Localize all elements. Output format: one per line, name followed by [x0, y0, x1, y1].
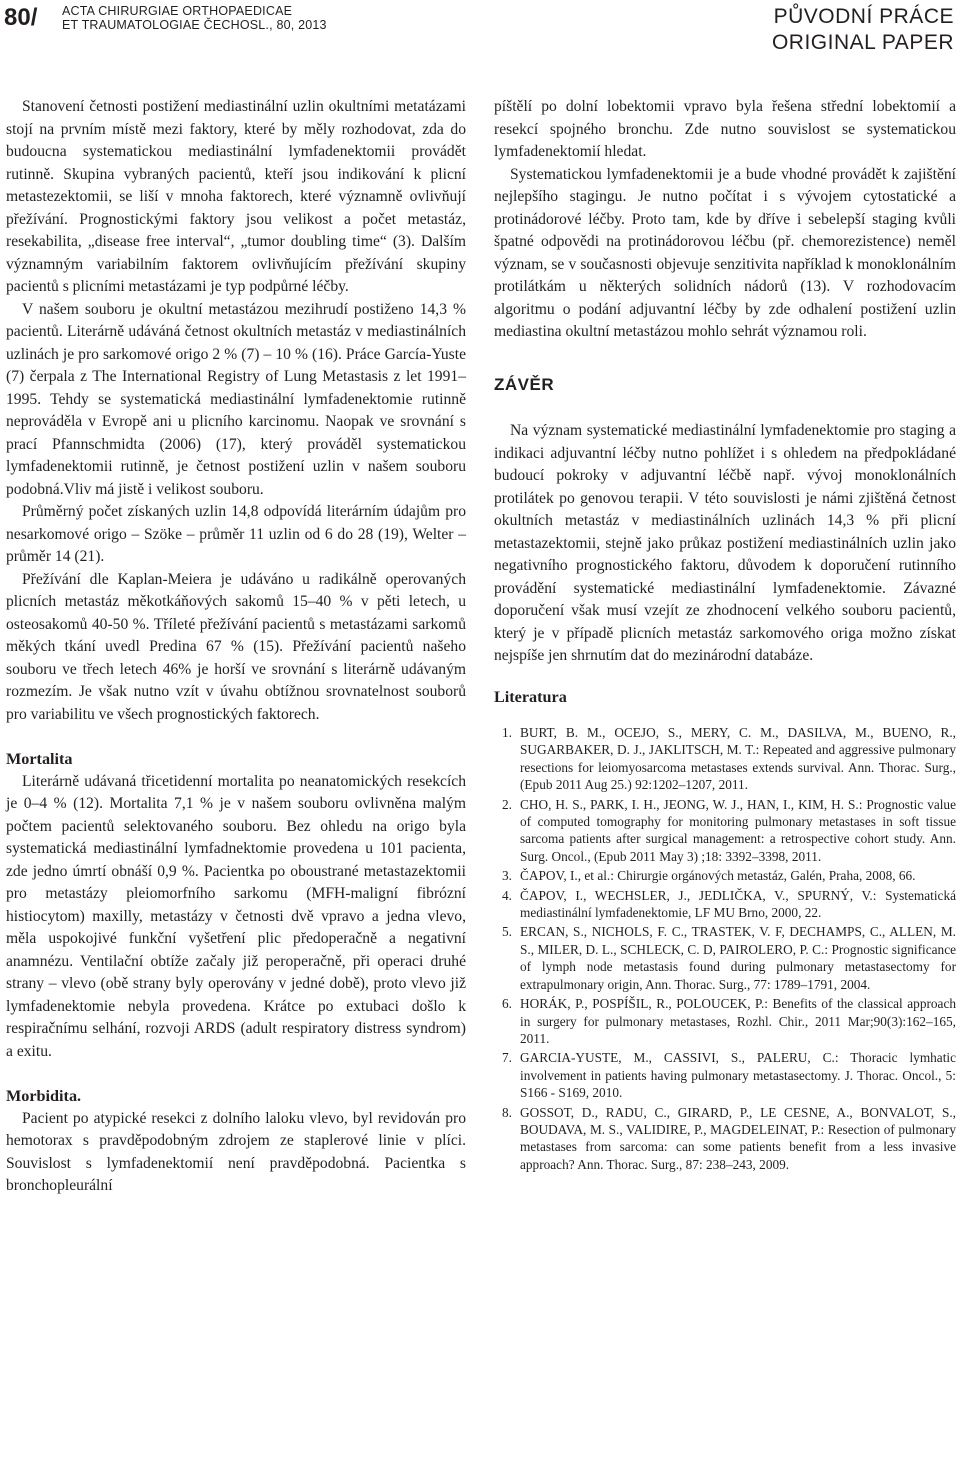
reference-item [494, 1104, 956, 1174]
spacer [6, 1063, 466, 1085]
journal-line-2: ET TRAUMATOLOGIAE ČECHOSL., 80, 2013 [62, 18, 327, 32]
reference-item [494, 995, 956, 1047]
reference-text: HORÁK, P., POSPÍŠIL, R., POLOUCEK, P.: Benefits of the classical approach in surgery for pulmonary metastases, Rozhl. Chir., 2011 Mar;90(3):162–165, 2011. [520, 996, 956, 1046]
paragraph: Literárně udávaná třicetidenní mortalita po neanatomických resekcích je 0–4 % (12). Mortalita 7,1 % je v našem souboru ovlivněna malým počtem pacientů selektovaného souboru. Bez ohledu na origo byla systematická mediastinální lymfadnektomie provedena u 101 pacienta, zde jedno úmrtí obnáší 0,9 %. Pacientka po oboustrané metastazektomii pro metastázy pleiomorfního sarkomu (MFH-maligní fibrózní histiocytom) maxilly, metastázy v četnosti dvě vpravo a jedna vlevo, měla uspokojivé funkční vyšetření plic předoperačně a negativní anamnézu. Ventilační obtíže začaly již peroperačně, při operaci druhé strany – vlevo (obě strany byly operovány v jedné době), proto vlevo již lymfadenektomie nebyla provedena. Krátce po extubaci došlo k respiračnímu selhání, rozvoji ARDS (adult respiratory distress syndrom) a exitu. [6, 772, 466, 1060]
right-column [494, 96, 956, 1175]
journal-line-1: ACTA CHIRURGIAE ORTHOPAEDICAE [62, 4, 293, 18]
reference-item [494, 867, 956, 884]
section-heading-literatura: Literatura [494, 687, 567, 706]
spacer [494, 344, 956, 374]
reference-item [494, 724, 956, 794]
section-heading-morbidita: Morbidita. [6, 1087, 82, 1105]
paragraph: Systematickou lymfadenektomii je a bude vhodné provádět k zajištění nejlepšího stagingu. Je nutno počítat i s vývojem cytostatické a protinádorové léčby. Proto tam, kde by dříve i sebelepší staging kvůli špatné odpovědi na protinádorovou léčbu (př. chemorezistence) neměl význam, se v současnosti objevuje senzitivita například k monoklonálním protilátkám u některých solidních nádorů (13). V rozhodovacím algoritmu o podání adjuvantní léčby by zde odhalení postižení uzlin mediastina okultní metastázou mohlo sehrát významou roli. [494, 165, 956, 340]
article-type [772, 4, 954, 56]
spacer [494, 668, 956, 686]
spacer [494, 396, 956, 420]
article-type-cz: PŮVODNÍ PRÁCE [773, 5, 954, 28]
paragraph: Pacient po atypické resekci z dolního laloku vlevo, byl revidován pro hemotorax s pravděpodobným zdrojem ze staplerové linie v plíci. Souvislost s lymfadenektomií není pravděpodobná. Pacientka s bronchopleurální [6, 1109, 466, 1194]
reference-item [494, 887, 956, 922]
section-heading-mortalita: Mortalita [6, 750, 73, 768]
paragraph: Přežívání dle Kaplan-Meiera je udáváno u radikálně operovaných plicních metastáz měkotkáňových sakomů 15–40 % v pěti letech, u osteosakomů 40-50 %. Tříleté přežívání pacientů s metastázami sarkomů měkých tkání uvedl Predina 67 % (15). Přežívání pacientů našeho souboru ve třech letech 46% je horší ve srovnání s literárně udávaným rozmezím. Je však nutno vzít v úvahu obtížnou srovnatelnost souborů pro variabilitu ve všech prognostických faktorech. [6, 570, 466, 723]
reference-text: GOSSOT, D., RADU, C., GIRARD, P., LE CESNE, A., BONVALOT, S., BOUDAVA, M. S., VALIDIRE, P., MAGDELEINAT, P.: Resection of pulmonary metastases from sarcoma: can some patients benefit from a less invasive approach? Ann. Thorac. Surg., 87: 238–243, 2009. [520, 1104, 956, 1172]
reference-number: 8. [502, 1104, 512, 1120]
left-column [6, 96, 466, 1198]
paragraph: Průměrný počet získaných uzlin 14,8 odpovídá literárním údajům pro nesarkomové origo – Szöke – průměr 11 uzlin od 6 do 28 (19), Welter – průměr 14 (21). [6, 503, 466, 565]
reference-number: 2. [502, 796, 512, 812]
page-header [0, 0, 960, 60]
page-number: 80/ [4, 4, 38, 31]
paragraph: V našem souboru je okultní metastázou mezihrudí postiženo 14,3 % pacientů. Literárně udáváná četnost okultních metastáz v mediastinálních uzlinách je pro sarkomové origo 2 % (7) – 10 % (16). Práce García-Yuste (7) čerpala z The International Registry of Lung Metastasis z let 1991–1995. Tehdy se systematická mediastinální lymfadenektomie rutinně neprováděla v Evropě ani u plicního karcinomu. Naopak ve srovnání s prací Pfannschmidta (2006) (17), který prováděl systematickou lymfadenektomii rutinně, je četnost postižení uzlin v našem souboru podobná.Vliv má jistě i velikost souboru. [6, 300, 466, 498]
reference-text: ERCAN, S., NICHOLS, F. C., TRASTEK, V. F, DECHAMPS, C., ALLEN, M. S., MILER, D. L., SCHLECK, C. D, PAIROLERO, P. C.: Prognostic significance of lymph node metastasis found during pulmonary metastasectomy for extrapulmonary origin, Ann. Thorac. Surg., 77: 1789–1791, 2004. [520, 924, 956, 992]
reference-item [494, 923, 956, 993]
paragraph: píštělí po dolní lobektomii vpravo byla řešena střední lobektomií a resekcí spojného bronchu. Zde nutno souvislost se systematickou lymfadenektomií hledat. [494, 98, 956, 160]
paragraph: Na význam systematické mediastinální lymfadenektomie pro staging a indikaci adjuvantní léčby nutno pohlížet i s ohledem na předpokládané budoucí pokroky v adjuvantní léčbě např. vývoj monoklonálních protilátek po genovou terapii. V této souvislosti je námi zjištěná četnost okultních metastáz v mediastinálních uzlinách 14,3 % při plicní metastazektomii, stejně jako průkaz postižení mediastinálních uzlin jako negativního prognostického faktoru, důvodem k doporučení rutinního provádění systematické mediastinální lymfadenektomie. Závazné doporučení však musí vzejít ze zhodnocení velkého souboru pacientů, který je v případě plicních metastáz sarkomového origa možno získat nejspíše jen shrnutím dat do mezinárodní databáze. [494, 422, 956, 664]
reference-text: GARCIA-YUSTE, M., CASSIVI, S., PALERU, C.: Thoracic lymhatic involvement in patients having pulmonary metastasectomy. J. Thorac. Oncol., 5: S166 - S169, 2010. [520, 1050, 956, 1101]
reference-number: 3. [502, 868, 512, 884]
reference-text: ČAPOV, I., et al.: Chirurgie orgánových metastáz, Galén, Praha, 2008, 66. [520, 868, 916, 884]
reference-list [494, 724, 956, 1173]
spacer [6, 726, 466, 748]
reference-text: ČAPOV, I., WECHSLER, J., JEDLIČKA, V., SPURNÝ, V.: Systematická mediastinální lymfadenektomie, LF MU Brno, 2000, 22. [520, 887, 956, 921]
article-type-en: ORIGINAL PAPER [771, 31, 954, 54]
reference-number: 1. [502, 725, 512, 740]
reference-text: BURT, B. M., OCEJO, S., MERY, C. M., DASILVA, M., BUENO, R., SUGARBAKER, D. J., JAKLITSCH, M. T.: Repeated and aggressive pulmonary resections for leiomyosarcoma metastases extends survival. Ann. Thorac. Surg., (Epub 2011 Aug 25.) 92:1202–1207, 2011. [520, 725, 956, 793]
reference-number: 7. [502, 1050, 512, 1066]
reference-number: 4. [502, 887, 512, 903]
reference-item [494, 796, 956, 866]
reference-item [494, 1049, 956, 1101]
section-heading-zaver: ZÁVĚR [494, 374, 555, 394]
spacer [494, 708, 956, 724]
journal-name [62, 4, 327, 32]
reference-number: 6. [502, 996, 512, 1012]
reference-number: 5. [502, 924, 512, 940]
paragraph: Stanovení četnosti postižení mediastinální uzlin okultními metatázami stojí na prvním místě mezi faktory, které by měly rozhodovat, zda do budoucna systematickou mediastinální lymfadenektomii provádět rutinně. Skupina vybraných pacientů, kteří jsou indikování k plicní metastezektomii, se liší v mnoha faktorech, které významně ovlivňují přežívání. Prognostickými faktory jsou velikost a počet metastáz, resekabilita, „disease free interval“, „tumor doubling time“ (3). Dalším významným variabilním faktorem ovlivňujícím přežívání skupiny pacientů s plicními metastázami je typ podpůrné léčby. [6, 98, 466, 295]
reference-text: CHO, H. S., PARK, I. H., JEONG, W. J., HAN, I., KIM, H. S.: Prognostic value of computed tomography for monitoring pulmonary metastases in soft tissue sarcoma patients after surgical management: a retrospective cohort study. Ann. Surg. Oncol., (Epub 2011 May 3) ;18: 3392–3398, 2011. [520, 796, 956, 864]
